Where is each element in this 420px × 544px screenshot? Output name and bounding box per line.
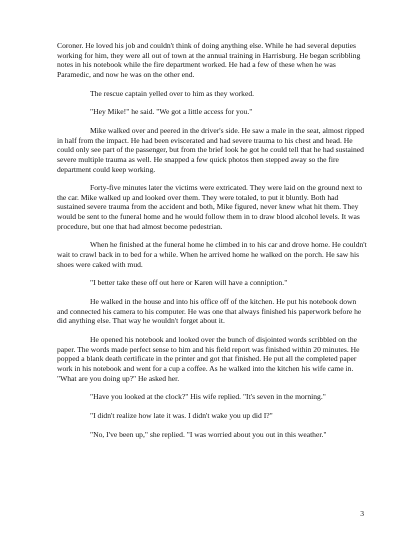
paragraph: Mike walked over and peered in the driver's side. He saw a male in the seat, almost ripped in half from the impact. He had been eviscerated and had severe trauma to his chest and head. He could only see part of the passenger, but from the brief look he got he could tell that he had sustained severe multiple trauma as well. He snapped a few quick photos then stepped away so the fire department could keep working. (57, 126, 365, 174)
paragraph: "I didn't realize how late it was. I didn't wake you up did I?" (90, 411, 273, 421)
paragraph: Coroner. He loved his job and couldn't think of doing anything else. While he had several deputies working for him, they were all out of town at the annual training in Harrisburg. He began scribbling notes in his notebook while the fire department worked. He had a few of these when he was Paramedic, and now he was on the other end. (57, 41, 361, 79)
paragraph: He opened his notebook and looked over the bunch of disjointed words scribbled on the paper. The words made perfect sense to him and his field report was finished within 20 minutes. He popped a blank death certificate in the printer and got that finished. He put all the completed paper work in his notebook and went for a cup a coffee. As he walked into the kitchen his wife came in. "What are you doing up?" He asked her. (57, 335, 360, 383)
paragraph: "No, I've been up," she replied. "I was worried about you out in this weather." (90, 429, 327, 439)
paragraph: Forty-five minutes later the victims were extricated. They were laid on the ground next to the car. Mike walked up and looked over them. They were totaled, to put it bluntly. Both had sustained severe trauma from the accident and both, Mike figured, never knew what hit them. They would be sent to the funeral home and he would follow them in to draw blood alcohol levels. It was procedure, but one that had almost become pedestrian. (57, 183, 363, 231)
paragraph: He walked in the house and into his office off of the kitchen. He put his notebook down and connected his camera to his computer. He was one that always finished his paperwork before he did anything else. That way he wouldn't forget about it. (57, 297, 362, 326)
paragraph: "Have you looked at the clock?" His wife replied. "It's seven in the morning." (90, 392, 326, 402)
body-text (57, 41, 367, 449)
paragraph: The rescue captain yelled over to him as they worked. (90, 88, 255, 98)
paragraph: When he finished at the funeral home he climbed in to his car and drove home. He couldn't wait to crawl back in to bed for a while. When he arrived home he walked on the porch. He saw his shoes were caked with mud. (57, 240, 367, 269)
paragraph: "Hey Mike!" he said. "We got a little access for you." (90, 107, 253, 117)
paragraph: "I better take these off out here or Karen will have a conniption." (90, 278, 288, 288)
page-number: 3 (360, 509, 364, 518)
